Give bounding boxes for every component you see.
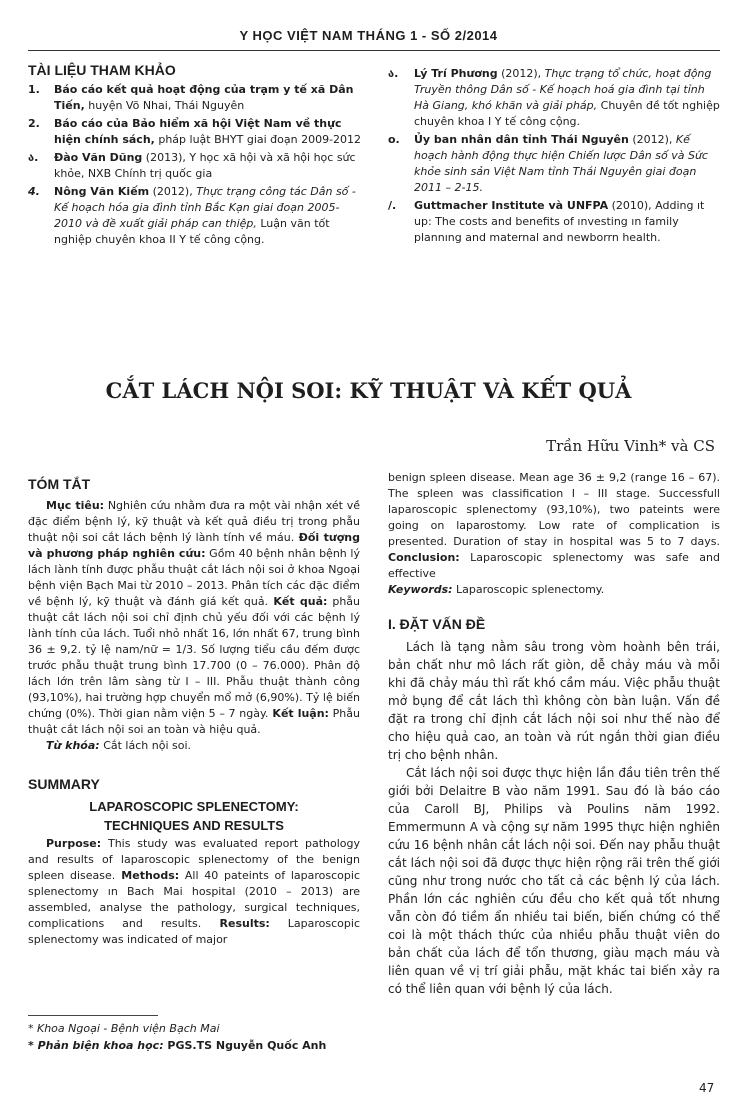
reference-item: [28, 184, 368, 248]
reference-item: [388, 66, 723, 130]
reference-number: /.: [388, 199, 397, 212]
reference-number: ა.: [388, 67, 399, 80]
article-authors: Trần Hữu Vinh* và CS: [546, 437, 715, 455]
reference-item: [28, 82, 368, 114]
reference-title: Thực trạng tổ chức, hoạt động Truyền thông Dân số - Kế hoạch hoá gia đình tại tỉnh Hà Giang, khó khăn và giải pháp,: [414, 67, 712, 112]
references-title: TÀI LIỆU THAM KHẢO: [28, 62, 176, 78]
reference-number: 1.: [28, 83, 40, 96]
footnote-reviewer: [28, 1037, 360, 1054]
reference-author: Guttmacher Institute và UNFPA: [414, 199, 609, 212]
english-title-line: TECHNIQUES AND RESULTS: [104, 818, 284, 833]
summary-en-keywords: [388, 582, 720, 598]
summary-heading: SUMMARY: [28, 776, 100, 792]
summary-text: Laparoscopic splenectomy was safe and effective: [388, 551, 720, 580]
reference-title: Thực trạng công tác Dân số - Kế hoạch hóa gia đình tỉnh Bắc Kạn giai đoạn 2005- 2010 và đề xuất giải pháp can thiệp,: [54, 185, 356, 230]
abstract-vi-keywords: [28, 738, 360, 754]
summary-label: Conclusion:: [388, 551, 460, 564]
reference-author: Nông Văn Kiếm: [54, 185, 150, 198]
summary-en: [28, 836, 360, 948]
reference-number: 2.: [28, 117, 40, 130]
abstract-label: Đối tượng và phương pháp nghiên cứu:: [28, 531, 361, 560]
reference-number: ა.: [28, 151, 39, 164]
reference-item: [28, 116, 368, 148]
journal-header: Y HỌC VIỆT NAM THÁNG 1 - SỐ 2/2014: [239, 28, 498, 43]
abstract-vi: [28, 498, 360, 754]
abstract-label: Kết luận:: [268, 707, 329, 720]
reference-detail: Chuyên đề tốt nghiệp chuyên khoa I Y tế công cộng.: [414, 99, 720, 128]
footnote-divider: [28, 1015, 158, 1016]
footnote-affiliation: * Khoa Ngoại - Bệnh viện Bạch Mai: [28, 1022, 220, 1035]
summary-label: Purpose:: [46, 837, 102, 850]
reference-number: 4.: [28, 185, 40, 198]
reference-item: [388, 198, 723, 246]
reference-author: Đào Văn Dũng: [54, 151, 143, 164]
keywords-text: Laparoscopic splenectomy.: [452, 583, 605, 596]
abstract-text: Phẫu thuật cắt lách nội soi an toàn và hiệu quả.: [28, 707, 360, 736]
summary-text: benign spleen disease. Mean age 36 ± 9,2 (range 16 – 67). The spleen was classification I – III stage. Successfull laparoscopic splenectomy (93,10%), two pateints were going on laparostomy. Low rate of complication is presented. Duration of stay in hospital was 5 to 7 days.: [388, 471, 720, 548]
reference-title: Kế hoạch hành động thực hiện Chiến lược Dân số và Sức khỏe sinh sản Việt Nam tỉnh Thái Nguyên giai đoạn 2011 – 2-15.: [414, 133, 708, 194]
reference-author: Báo cáo kết quả hoạt động của trạm y tế xã Dân Tiến,: [54, 83, 354, 112]
page-number: 47: [699, 1081, 715, 1095]
header-divider: [28, 50, 720, 51]
footnote-label: * Phản biện khoa học:: [28, 1039, 164, 1052]
keywords-text: Cắt lách nội soi.: [99, 739, 192, 752]
summary-text: Laparoscopic splenectomy was indicated of major: [28, 917, 360, 946]
summary-text: All 40 pateints of laparoscopic splenectomy ın Bach Mai hospital (2010 – 2013) are assembled, analyse the pathology, surgical techniques, complications and results.: [28, 869, 360, 930]
references-left-column: [28, 62, 368, 250]
reference-detail: huyện Võ Nhai, Thái Nguyên: [84, 99, 245, 112]
summary-text: This study was evaluated report pathology and results of laparoscopic splenectomy of the benign spleen disease.: [28, 837, 360, 882]
abstract-text: phẫu thuật cắt lách nội soi chỉ định chủ yếu đối với các bệnh lý lành tính của lách. Tuổi nhỏ nhất 16, lớn nhất 67, trung bình 36 ± 9,2. tỷ lệ nam/nữ = 1/3. Số lượng tiểu cầu đếm được trước phẫu thuật trung bình 17.700 (0 – 76.000). Phân độ lách lớn trên lâm sàng từ I – III. Phẫu thuật thành công (93,10%), hai trường hợp chuyển mổ mở (6,90%). Tỷ lệ biến chứng (0%). Thời gian nằm viện 5 – 7 ngày.: [28, 595, 361, 720]
summary-en-paragraph: [28, 836, 360, 948]
reference-number: ο.: [388, 133, 400, 146]
abstract-text: Gồm 40 bệnh nhân bệnh lý lách lành tính được phẫu thuật cắt lách nội soi ở khoa Ngoại bệnh viện Bạch Mai từ 2010 – 2013. Phân tích các đặc điểm về bệnh lý, kỹ thuật và đánh giá kết quả.: [28, 547, 360, 608]
summary-label: Methods:: [115, 869, 180, 882]
abstract-label: Mục tiêu:: [46, 499, 105, 512]
reference-item: [388, 132, 723, 196]
intro-paragraph: Lách là tạng nằm sâu trong vòm hoành bên trái, bản chất như mô lách rất giòn, dễ chảy máu và mỗi khi đã chảy máu thì rất khó cầm máu. Việc phẫu thuật mở bụng để cắt lách thì không còn bàn luận. Vấn đề đặt ra trong chỉ định cắt lách nội soi như thế nào để cho hiệu quả cao, an toàn và rút ngắn thời gian điều trị cho bệnh nhân.: [388, 640, 720, 762]
summary-label: Results:: [201, 917, 270, 930]
references-right-column: [388, 66, 723, 248]
article-title: CẮT LÁCH NỘI SOI: KỸ THUẬT VÀ KẾT QUẢ: [105, 378, 632, 403]
reference-detail: (2012),: [497, 67, 545, 80]
abstract-text: Nghiên cứu nhằm đưa ra một vài nhận xét về đặc điểm bệnh lý, kỹ thuật và kết quả điều trị trong phẫu thuật nội soi cắt lách bệnh lý lành tính về máu.: [28, 499, 360, 544]
reference-detail: (2012),: [149, 185, 197, 198]
keywords-label: Keywords:: [388, 583, 453, 596]
reference-author: Báo cáo của Bảo hiểm xã hội Việt Nam về thực hiện chính sách,: [54, 117, 342, 146]
abstract-heading: TÓM TẮT: [28, 476, 91, 492]
abstract-vi-paragraph: [28, 498, 360, 738]
footnotes: [28, 1015, 360, 1054]
intro-paragraph: Cắt lách nội soi được thực hiện lần đầu tiên trên thế giới bởi Delaitre B vào năm 1991. Sau đó là báo cáo của Caroll BJ, Philips và Poulins năm 1992. Emmermunn A và cộng sự năm 1995 thực hiện nghiên cứu 16 bệnh nhân cắt lách nội soi. Đến nay phẫu thuật cắt lách nội soi đã được thực hiện rộng rãi trên thế giới cũng như trong nước cho tất cả các bệnh lý của lách. Phần lớn các nghiên cứu đều cho kết quả tốt nhưng vẫn còn đó tiềm ẩn nhiều tai biến, biến chứng có thể coi là một thách thức của nhiều phẫu thuật viên do bản chất của lách để tổn thương, giàu mạch máu và liên quan về vị trí giải phẫu, mặt khác tai biến xảy ra có thể liên quan với bệnh lý của lách.: [388, 766, 720, 996]
summary-en-paragraph: [388, 470, 720, 582]
english-title-line: LAPAROSCOPIC SPLENECTOMY:: [89, 799, 299, 814]
intro-heading: I. ĐẶT VẤN ĐỀ: [388, 616, 486, 632]
reference-detail: Luận văn tốt nghiệp chuyên khoa II Y tế công cộng.: [54, 217, 330, 246]
left-column: [28, 476, 360, 948]
reference-detail: pháp luật BHYT giai đoạn 2009-2012: [154, 133, 362, 146]
reference-author: Lý Trí Phương: [414, 67, 498, 80]
reference-detail: (2013), Y học xã hội và xã hội học sức khỏe, NXB Chính trị quốc gia: [54, 151, 356, 180]
reference-author: Ủy ban nhân dân tỉnh Thái Nguyên: [414, 133, 629, 146]
summary-en-continued: [388, 470, 720, 598]
footnote-name: PGS.TS Nguyễn Quốc Anh: [163, 1039, 327, 1052]
abstract-label: Kết quả:: [268, 595, 328, 608]
keywords-label: Từ khóa:: [46, 739, 100, 752]
reference-item: [28, 150, 368, 182]
reference-detail: (2010), Adding ıt up: The costs and benefits of ınvesting ın family plannıng and maternal and newborrn health.: [414, 199, 705, 244]
right-column: [388, 470, 720, 998]
reference-detail: (2012),: [628, 133, 676, 146]
